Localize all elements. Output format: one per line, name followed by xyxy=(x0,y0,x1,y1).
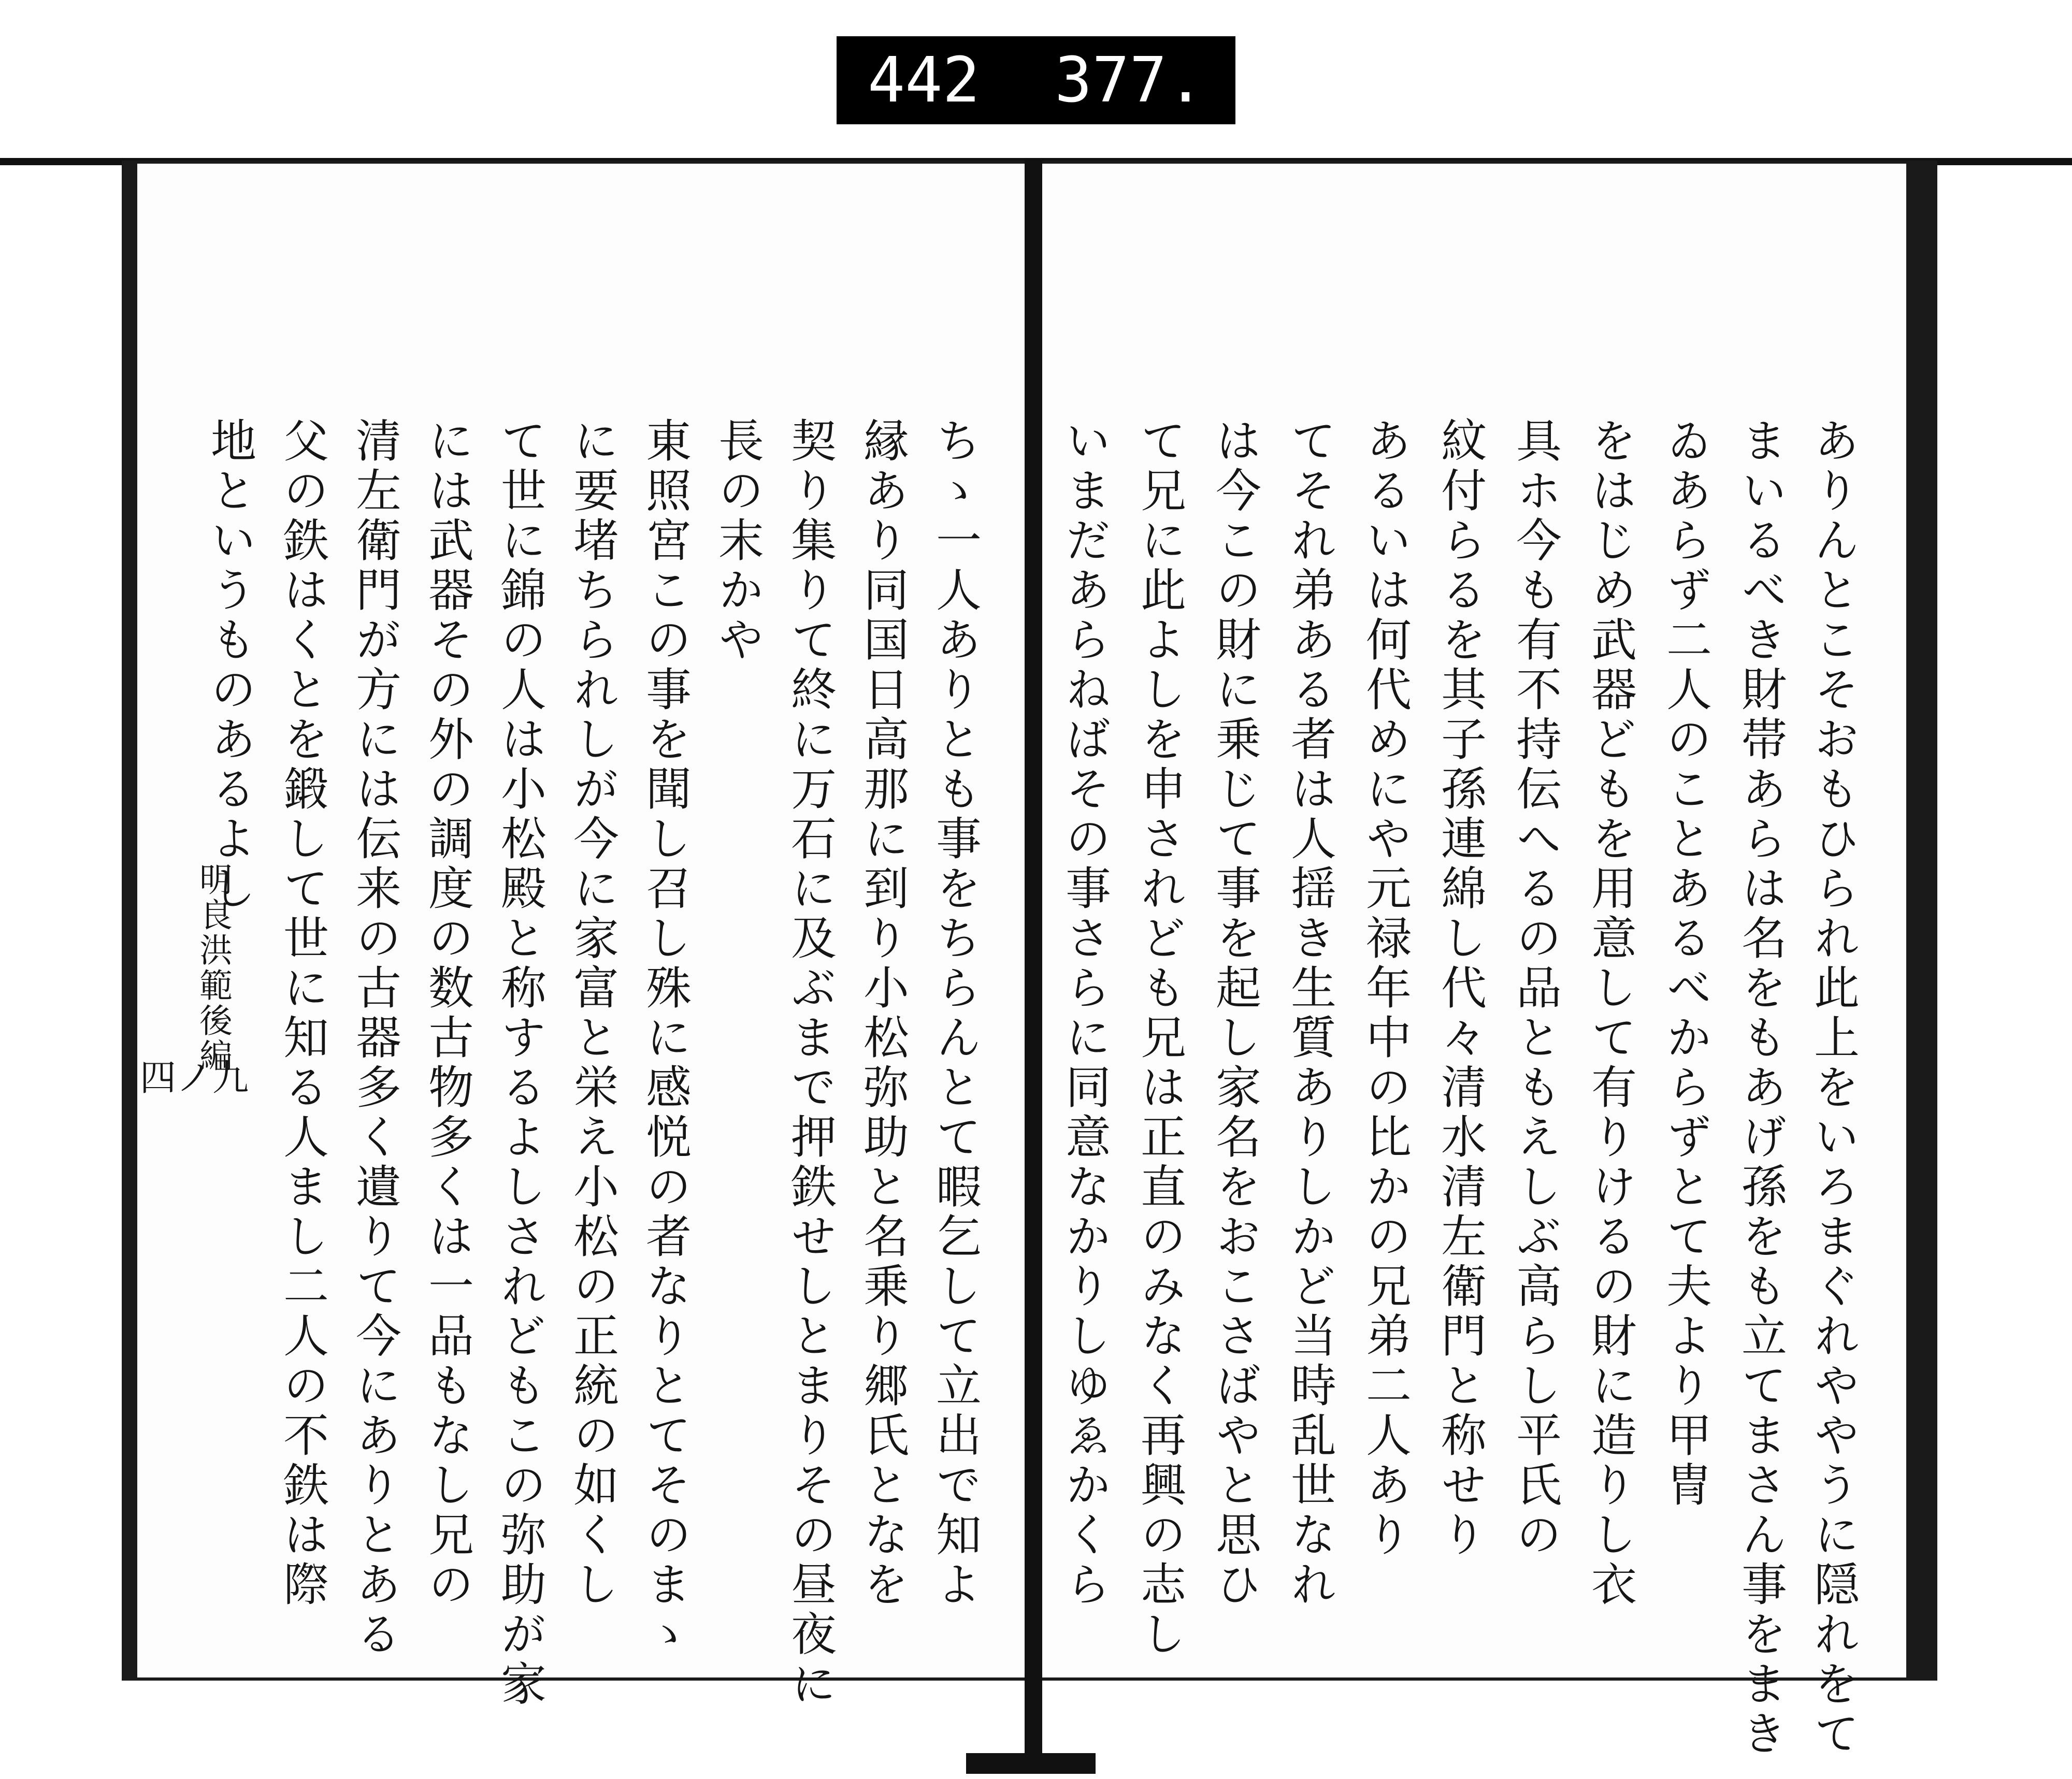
left-column-3: 契り集りて終に万石に及ぶまで押鉄せしとまりその昼夜に xyxy=(784,417,837,1710)
left-column-8: には武器その外の調度の数古物多くは一品もなし兄の xyxy=(421,417,474,1610)
right-column-3: ゐあらず二人のことあるべからずとて夫より甲冑 xyxy=(1659,417,1713,1511)
frame-counter-right: 377. xyxy=(1055,44,1204,117)
left-column-9: 清左衛門が方には伝来の古器多く遺りて今にありとある xyxy=(349,417,402,1660)
right-column-11: いまだあらねばその事さらに同意なかりしゆゑかくら xyxy=(1058,417,1112,1610)
left-column-10: 父の鉄はくとを鍛して世に知る人まし二人の不鉄は際 xyxy=(276,417,329,1610)
right-column-8: てそれ弟ある者は人揺き生質ありしかど当時乱世なれ xyxy=(1284,417,1337,1610)
folio-number: 四ノ九 xyxy=(140,1057,249,1099)
right-column-2: まいるべき財帯あらは名をもあげ孫をも立てまさん事をまき xyxy=(1734,417,1788,1759)
right-column-9: は今この財に乗じて事を起し家名をおこさばやと思ひ xyxy=(1208,417,1262,1610)
left-column-7: て世に錦の人は小松殿と称するよしされどもこの弥助が家 xyxy=(494,417,547,1710)
right-column-1: ありんとこそおもひられ此上をいろまぐれややうに隠れをて xyxy=(1807,417,1860,1759)
frame-counter-left: 442 xyxy=(868,44,980,117)
author-credit: 明良洪範後編 xyxy=(194,862,232,1074)
spine-foot xyxy=(966,1753,1096,1774)
right-column-10: て兄に此よしを申されども兄は正直のみなく再興の志し xyxy=(1133,417,1187,1660)
left-column-6: に要堵ちられしが今に家富と栄え小松の正統の如くし xyxy=(566,417,620,1610)
left-column-11: 地というものあるよし xyxy=(204,417,257,914)
right-column-7: あるいは何代めにや元禄年中の比かの兄弟二人あり xyxy=(1359,417,1412,1560)
right-column-6: 紋付らるを其子孫連綿し代々清水清左衛門と称せり xyxy=(1434,417,1487,1560)
left-column-4: 長の末かや xyxy=(711,417,765,666)
frame-counter xyxy=(837,36,1235,124)
book-spine xyxy=(1025,158,1042,1756)
right-column-5: 具ホ今も有不持伝へるの品ともえしぶ高らし平氏の xyxy=(1509,417,1562,1560)
left-column-2: 縁あり同国日高那に到り小松弥助と名乗り郷氏となを xyxy=(856,417,910,1610)
right-column-4: をはじめ武器どもを用意して有りけるの財に造りし衣 xyxy=(1584,417,1637,1610)
left-column-1: ちゝ一人ありとも事をちらんとて暇乞して立出で知よ xyxy=(929,417,982,1610)
left-column-5: 東照宮この事を聞し召し殊に感悦の者なりとてそのまゝ xyxy=(639,417,692,1660)
